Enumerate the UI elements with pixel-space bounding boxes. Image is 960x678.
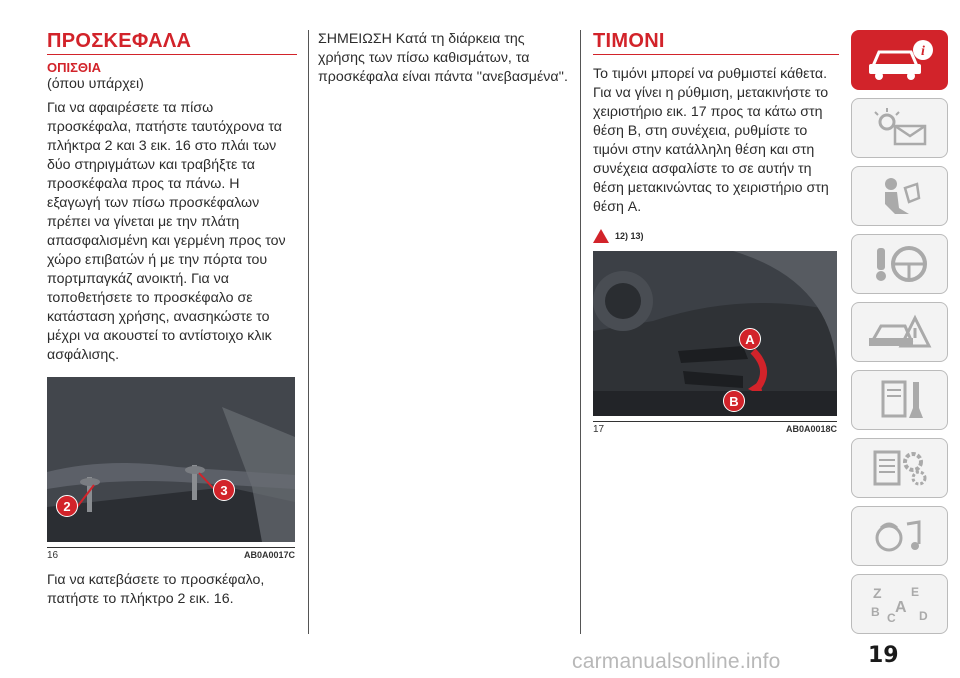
headrest-photo	[47, 377, 295, 542]
key-steering-icon	[865, 242, 935, 286]
tab-index[interactable]	[851, 574, 948, 634]
chapter-tabs	[851, 30, 951, 642]
tab-dashboard[interactable]	[851, 98, 948, 158]
column-divider-1	[308, 30, 309, 634]
svg-text:E: E	[910, 585, 919, 599]
tab-starting-driving[interactable]	[851, 234, 948, 294]
breakdown-warning-icon	[865, 310, 935, 354]
column-divider-2	[580, 30, 581, 634]
tab-technical-data[interactable]	[851, 438, 948, 498]
figure-17	[593, 251, 837, 422]
headrest-lower-text: Για να κατεβάσετε το προσκέφαλο, πατήστε το πλήκτρο 2 εικ. 16.	[47, 572, 265, 607]
svg-text:Z: Z	[872, 585, 882, 601]
multimedia-icon	[865, 514, 935, 558]
subsection-title: ΟΠΙΣΘΙΑ	[47, 60, 102, 75]
tab-emergency[interactable]	[851, 302, 948, 362]
svg-text:B: B	[870, 605, 880, 619]
dashboard-light-icon	[865, 106, 935, 150]
figure-code: AB0A0018C	[785, 424, 837, 434]
section-title: ΠΡΟΣΚΕΦΑΛΑ	[47, 30, 297, 55]
figure-17-caption	[593, 422, 837, 435]
headrest-removal-text: Για να αφαιρέσετε τα πίσω προσκέφαλα, πατήστε ταυτόχρονα τα πλήκτρα 2 και 3 εικ. 16 στο πλάι των δύο στηριγμάτων και τραβήξτε τα προσκέφαλα προς τα πάνω. Η εξαγωγή των πίσω προσκέφαλων πρέπει να γίνεται με την πλάτη απασφαλισμένη και γερμένη προς τον χώρο επιβατών ή με την πόρτα του πορτμπαγκάζ ανοικτή. Για να τοποθετήσετε το προσκέφαλο σε κατάσταση χρήσης, ανασηκώστε το μέχρι να ακουστεί το αντίστοιχο κλικ ασφάλισης.	[47, 100, 286, 363]
callout-b: B	[723, 390, 745, 412]
tab-safety[interactable]	[851, 166, 948, 226]
tab-vehicle-info[interactable]	[851, 30, 948, 90]
svg-text:D: D	[918, 609, 928, 623]
index-abc-icon	[865, 582, 935, 626]
steering-wheel-section	[593, 30, 839, 435]
note-text: ΣΗΜΕΙΩΣΗ Κατά τη διάρκεια της χρήσης των πίσω καθισμάτων, τα προσκέφαλα είναι πάντα ''ανεβασμένα''.	[318, 31, 568, 85]
tab-maintenance[interactable]	[851, 370, 948, 430]
warning-icon	[593, 229, 609, 243]
note-section	[318, 30, 570, 87]
car-info-icon	[865, 38, 935, 82]
figure-16-caption	[47, 548, 295, 561]
headrests-section	[47, 30, 297, 609]
page-number: 19	[868, 643, 899, 668]
steering-adjust-text: Το τιμόνι μπορεί να ρυθμιστεί κάθετα. Για να γίνει η ρύθμιση, μετακινήστε το χειριστήριο εικ. 17 προς τα κάτω στη θέση B, στη συνέχεια, ρυθμίστε το τιμόνι στην κατάλληλη θέση και στη συνέχεια ασφαλίστε το σε αυτήν τη θέση μετακινώντας το χειριστήριο στη θέση A.	[593, 66, 829, 215]
callout-a: A	[739, 328, 761, 350]
figure-number: 17	[593, 424, 605, 435]
figure-16	[47, 377, 295, 548]
warning-refs-label: 12) 13)	[615, 231, 644, 241]
callout-3: 3	[213, 479, 235, 501]
warning-references	[593, 229, 839, 243]
watermark: carmanualsonline.info	[572, 650, 781, 673]
figure-number: 16	[47, 550, 59, 561]
specs-gear-icon	[865, 446, 935, 490]
figure-code: AB0A0017C	[243, 550, 295, 560]
tab-multimedia[interactable]	[851, 506, 948, 566]
section-title: ΤΙΜΟΝΙ	[593, 30, 839, 55]
svg-text:A: A	[894, 599, 907, 616]
subsection-note: (όπου υπάρχει)	[47, 76, 144, 92]
wrench-maintenance-icon	[865, 378, 935, 422]
svg-text:i: i	[920, 44, 925, 59]
seat-safety-icon	[865, 174, 935, 218]
svg-text:C: C	[886, 611, 896, 625]
callout-2: 2	[56, 495, 78, 517]
steering-lever-photo	[593, 251, 837, 416]
